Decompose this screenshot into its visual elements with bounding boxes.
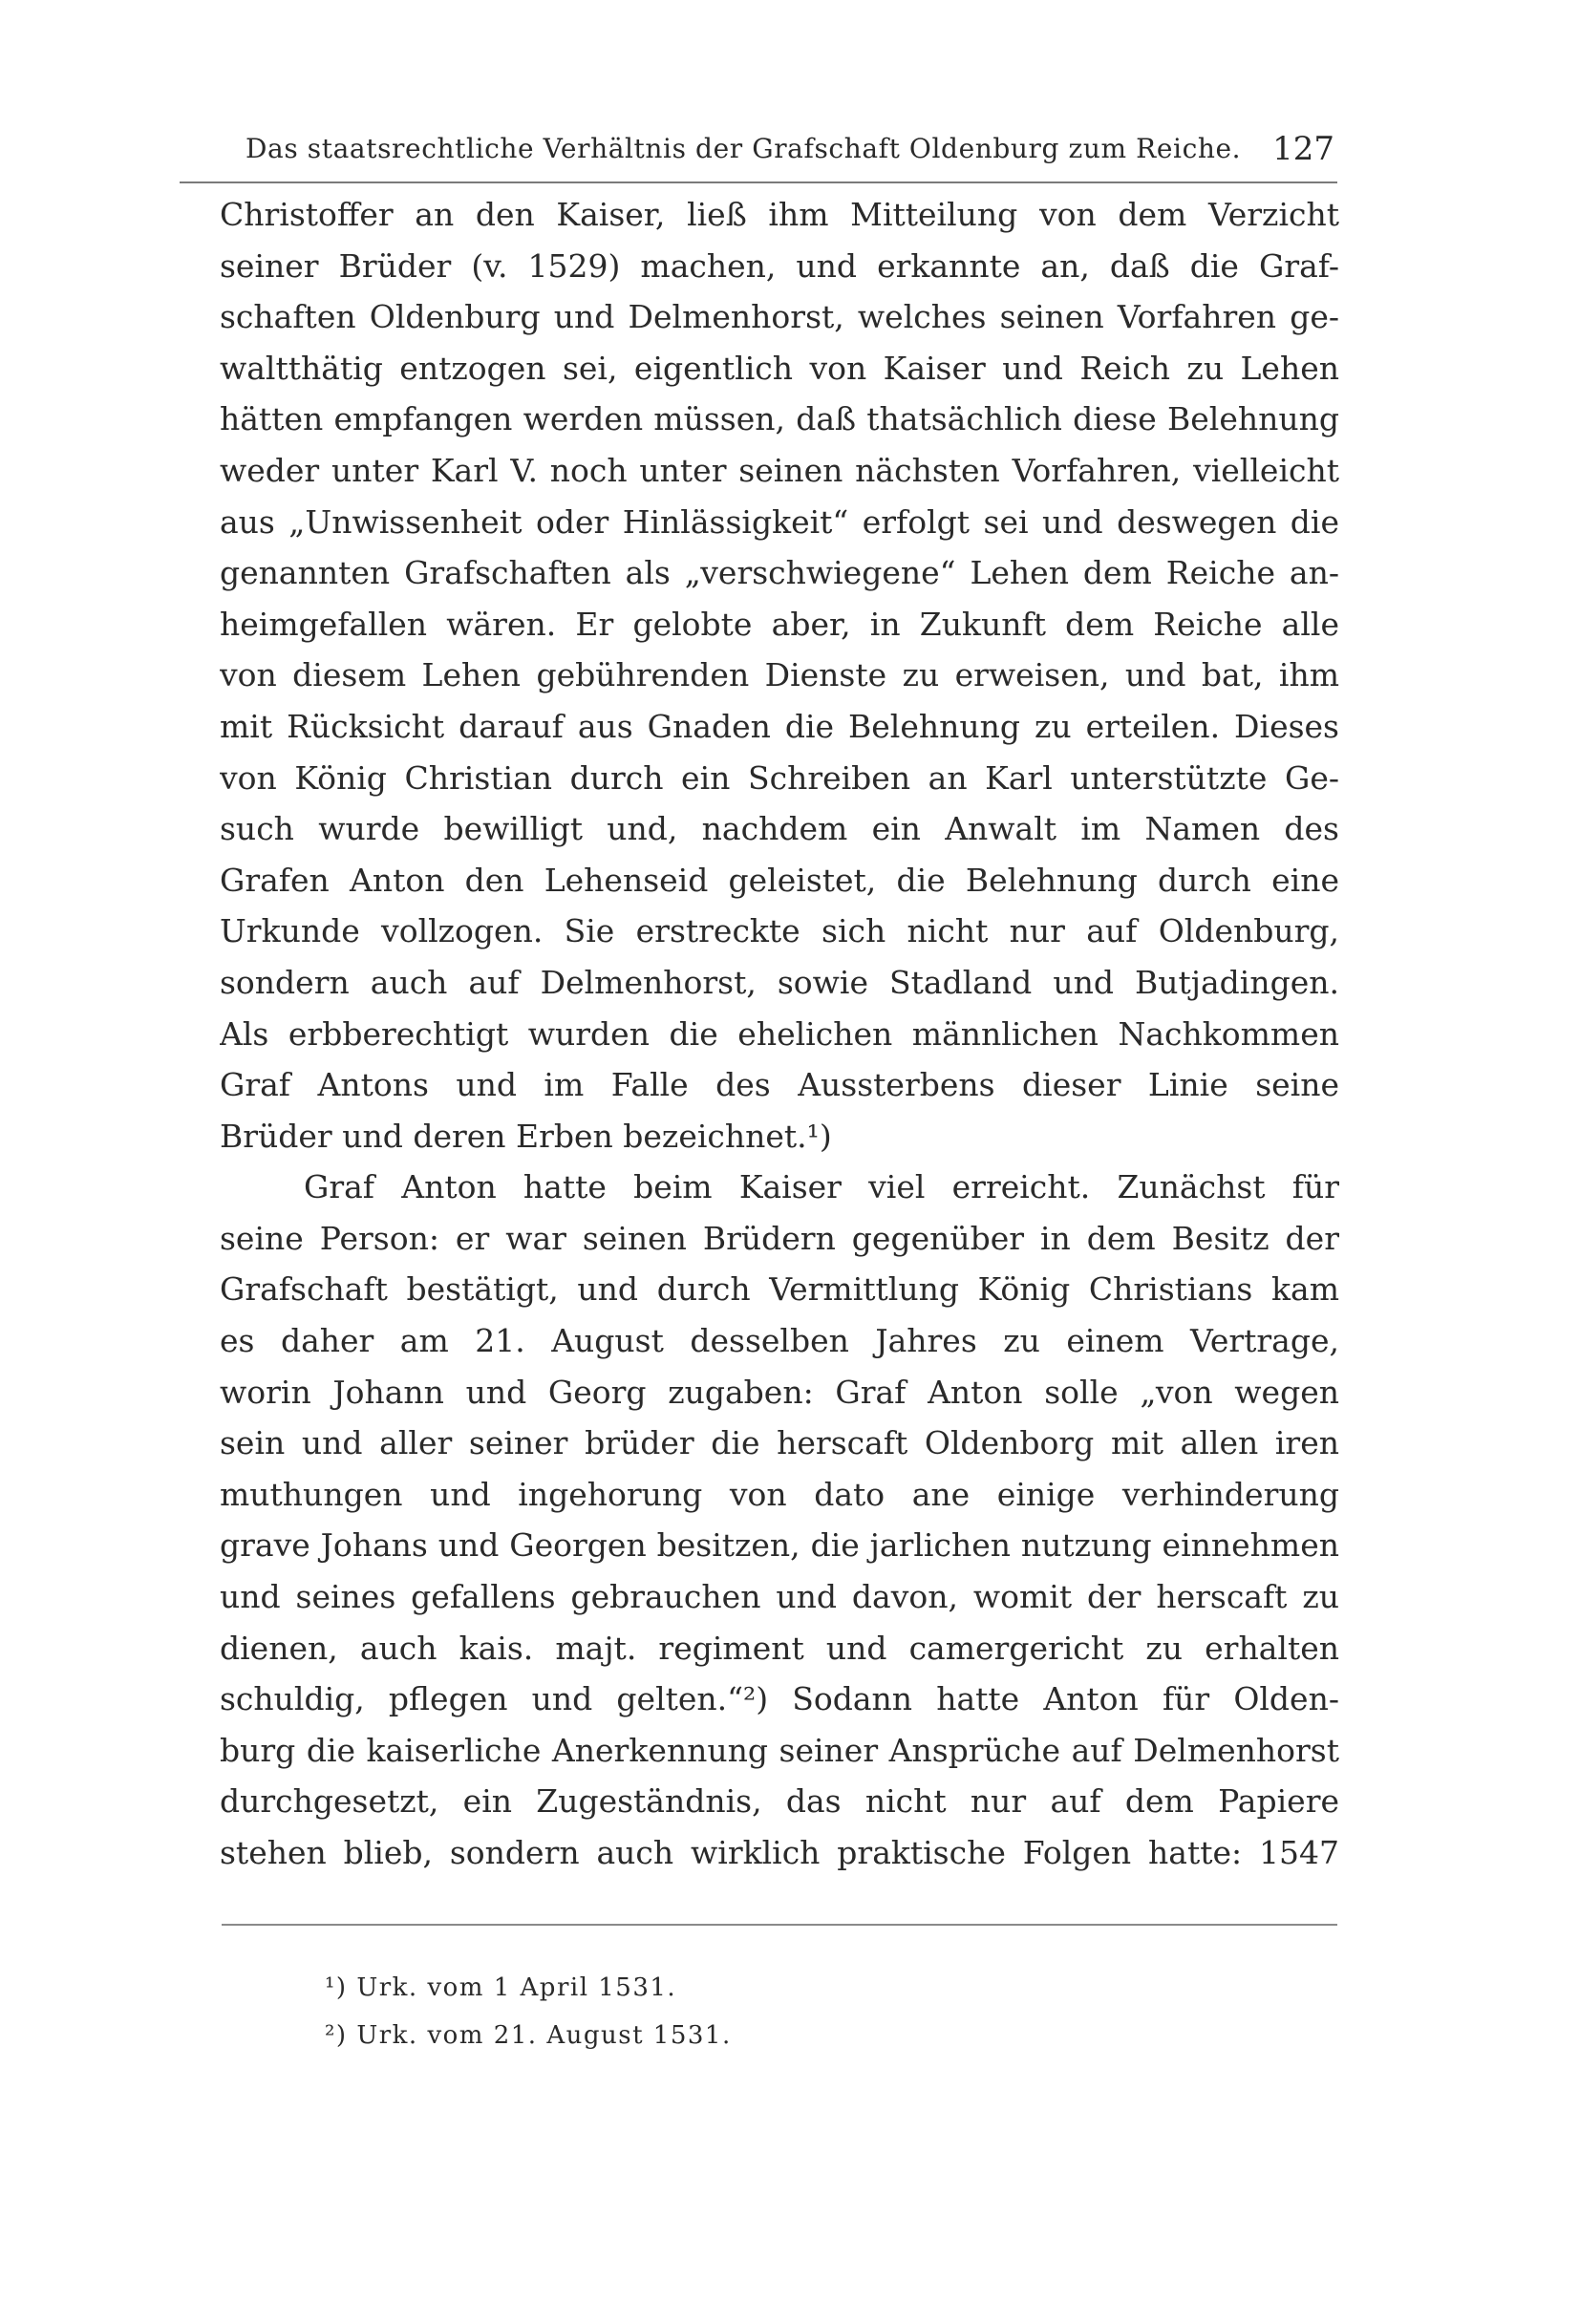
text-line: weder unter Karl V. noch unter seinen nächsten Vorfahren, vielleicht [220,451,1339,489]
text-line: burg die kaiserliche Anerkennung seiner Ansprüche auf Delmenhorst [220,1731,1339,1769]
text-line: muthungen und ingehorung von dato ane einige verhinderung [220,1475,1339,1513]
text-line: genannten Grafschaften als „verschwiegene“ Lehen dem Reiche an- [220,554,1339,592]
text-line: stehen blieb, sondern auch wirklich praktische Folgen hatte: 1547 [220,1834,1339,1871]
page-number: 127 [1272,130,1334,168]
footnote: ²) Urk. vom 21. August 1531. [325,2021,732,2050]
text-line: Grafen Anton den Lehenseid geleistet, die Belehnung durch eine [220,861,1339,899]
text-line: von König Christian durch ein Schreiben an Karl unterstützte Ge- [220,758,1339,797]
footnotes [325,1964,1184,2059]
text-line: such wurde bewilligt und, nachdem ein Anwalt im Namen des [220,810,1339,848]
paragraph-start-line: Graf Anton hatte beim Kaiser viel erreicht. Zunächst für [304,1168,1339,1206]
text-line: grave Johans und Georgen besitzen, die jarlichen nutzung einnehmen [220,1526,1339,1565]
text-line: hätten empfangen werden müssen, daß thatsächlich diese Belehnung [220,400,1339,438]
running-title: Das staatsrechtliche Verhältnis der Grafschaft Oldenburg zum Reiche. [245,133,1242,164]
text-line: mit Rücksicht darauf aus Gnaden die Belehnung zu erteilen. Dieses [220,707,1339,745]
footnote: ¹) Urk. vom 1 April 1531. [325,1973,677,2002]
text-line: aus „Unwissenheit oder Hinlässigkeit“ erfolgt sei und deswegen die [220,502,1339,541]
text-line: Urkunde vollzogen. Sie erstreckte sich nicht nur auf Oldenburg, [220,912,1339,950]
text-line: seine Person: er war seinen Brüdern gegenüber in dem Besitz der [220,1219,1339,1257]
header-rule [180,181,1337,183]
text-line: Brüder und deren Erben bezeichnet.¹) [220,1117,832,1155]
text-line: von diesem Lehen gebührenden Dienste zu erweisen, und bat, ihm [220,656,1339,694]
text-line: Als erbberechtigt wurden die ehelichen männlichen Nachkommen [220,1014,1339,1053]
text-line: waltthätig entzogen sei, eigentlich von Kaiser und Reich zu Lehen [220,349,1339,387]
footnote-rule [222,1924,1337,1926]
text-line: sondern auch auf Delmenhorst, sowie Stadland und Butjadingen. [220,963,1339,1001]
text-line: dienen, auch kais. majt. regiment und camergericht zu erhalten [220,1629,1339,1667]
text-line: schuldig, pflegen und gelten.“²) Sodann hatte Anton für Olden- [220,1680,1339,1718]
text-line: sein und aller seiner brüder die herscaft Oldenborg mit allen iren [220,1424,1339,1462]
body-text [220,189,1339,1879]
text-line: und seines gefallens gebrauchen und davon, womit der herscaft zu [220,1578,1339,1616]
text-line: heimgefallen wären. Er gelobte aber, in Zukunft dem Reiche alle [220,605,1339,643]
running-head [245,122,1334,176]
text-line: schaften Oldenburg und Delmenhorst, welches seinen Vorfahren ge- [220,298,1339,336]
text-line: durchgesetzt, ein Zugeständnis, das nicht nur auf dem Papiere [220,1782,1339,1821]
text-line: es daher am 21. August desselben Jahres zu einem Vertrage, [220,1322,1339,1360]
text-line: worin Johann und Georg zugaben: Graf Anton solle „von wegen [220,1373,1339,1411]
text-line: Christoffer an den Kaiser, ließ ihm Mitteilung von dem Verzicht [220,196,1339,233]
text-line: Graf Antons und im Falle des Aussterbens dieser Linie seine [220,1066,1339,1104]
text-line: Grafschaft bestätigt, und durch Vermittlung König Christians kam [220,1270,1339,1309]
text-line: seiner Brüder (v. 1529) machen, und erkannte an, daß die Graf- [220,246,1339,285]
